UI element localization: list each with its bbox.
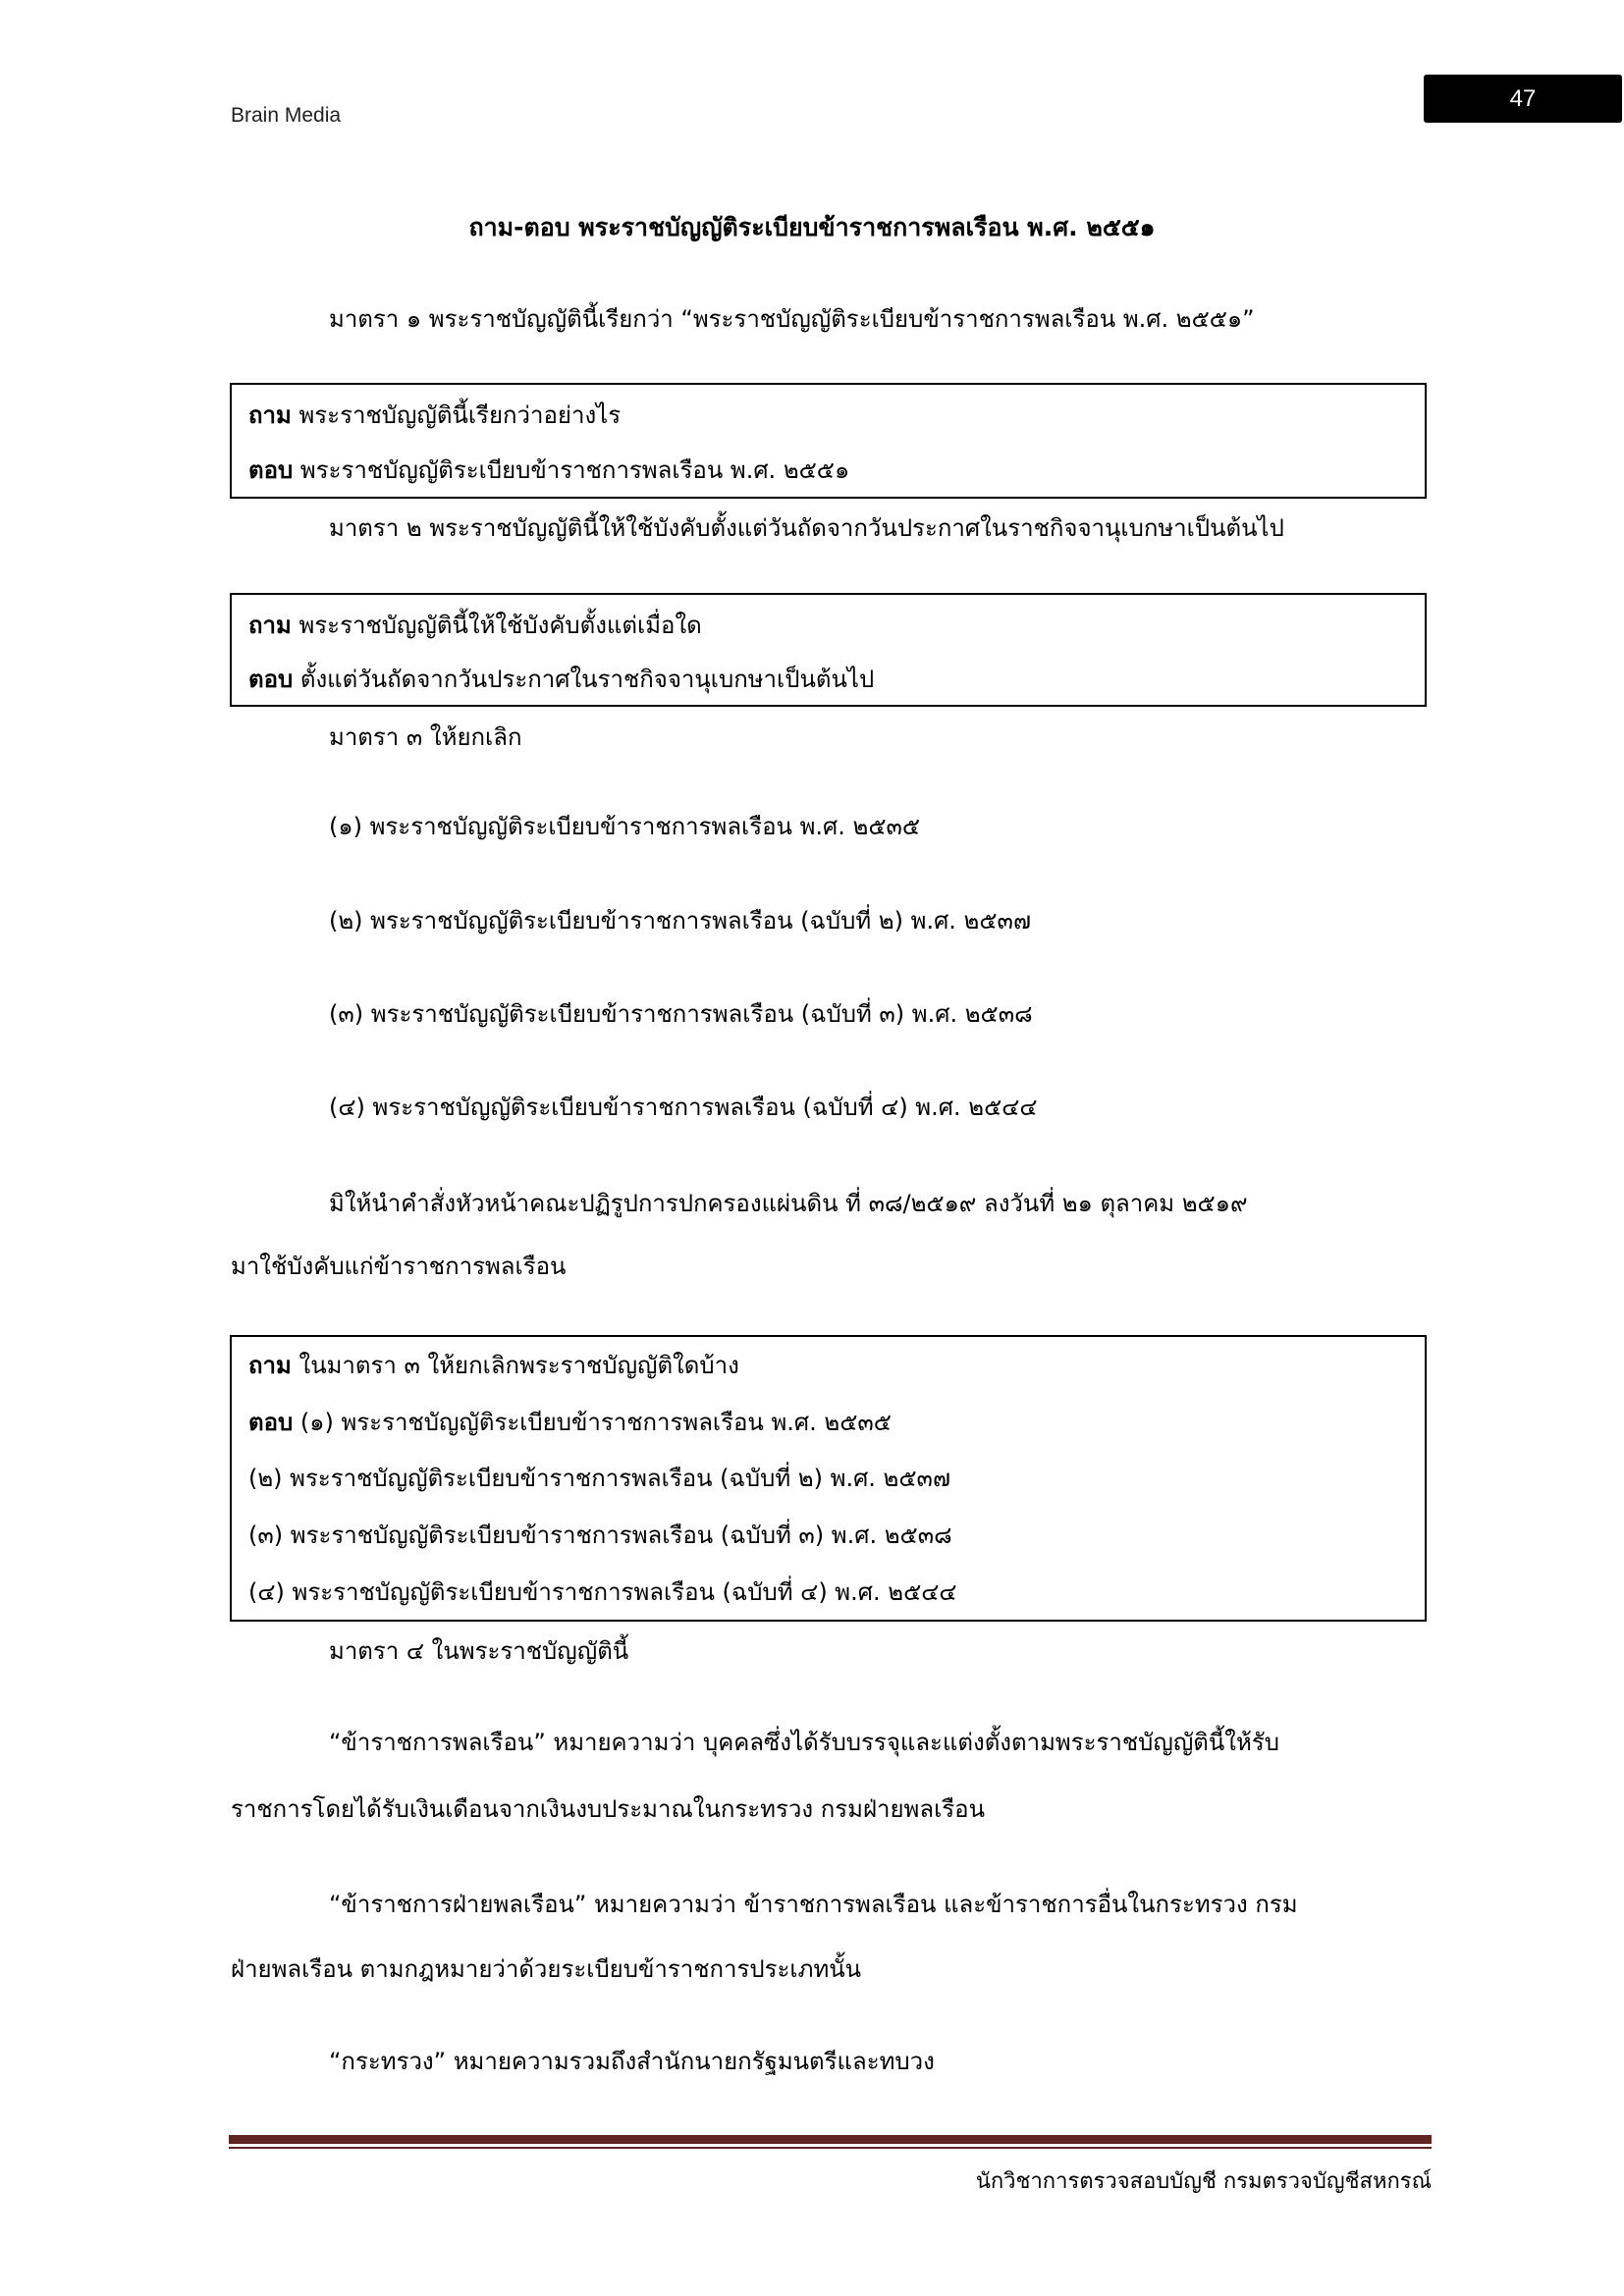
section-3: มาตรา ๓ ให้ยกเลิก — [329, 723, 522, 751]
answer-text: (๑) พระราชบัญญัติระเบียบข้าราชการพลเรือน พ.ศ. ๒๕๓๕ — [299, 1409, 892, 1436]
qa-answer — [248, 455, 849, 485]
footer-rule-thick — [229, 2135, 1432, 2144]
definition-civil-servant-cont: ราชการโดยได้รับเงินเดือนจากเงินงบประมาณในกระทรวง กรมฝ่ายพลเรือน — [231, 1795, 985, 1823]
definition-civil-side-servant-cont: ฝ่ายพลเรือน ตามกฎหมายว่าด้วยระเบียบข้าราชการประเภทนั้น — [231, 1955, 862, 1983]
qa-answer — [248, 1408, 892, 1437]
page-title: ถาม-ตอบ พระราชบัญญัติระเบียบข้าราชการพลเรือน พ.ศ. ๒๕๕๑ — [468, 213, 1156, 241]
qa-box-3 — [230, 1335, 1427, 1622]
qa-question — [248, 1351, 739, 1380]
answer-label: ตอบ — [248, 666, 294, 693]
answer-text: พระราชบัญญัติระเบียบข้าราชการพลเรือน พ.ศ. ๒๕๕๑ — [299, 456, 850, 484]
section-3-note: มิให้นำคำสั่งหัวหน้าคณะปฏิรูปการปกครองแผ่นดิน ที่ ๓๘/๒๕๑๙ ลงวันที่ ๒๑ ตุลาคม ๒๕๑๙ — [329, 1190, 1248, 1217]
question-text: ในมาตรา ๓ ให้ยกเลิกพระราชบัญญัติใดบ้าง — [298, 1352, 739, 1379]
page-number-badge — [1424, 75, 1622, 123]
repeal-item: (๓) พระราชบัญญัติระเบียบข้าราชการพลเรือน (ฉบับที่ ๓) พ.ศ. ๒๕๓๘ — [329, 1000, 1033, 1028]
qa-answer — [248, 665, 874, 694]
section-4: มาตรา ๔ ในพระราชบัญญัตินี้ — [329, 1637, 629, 1665]
answer-item: (๓) พระราชบัญญัติระเบียบข้าราชการพลเรือน (ฉบับที่ ๓) พ.ศ. ๒๕๓๘ — [248, 1522, 952, 1549]
qa-question — [248, 400, 621, 430]
section-3-note-cont: มาใช้บังคับแก่ข้าราชการพลเรือน — [231, 1253, 567, 1280]
footer-rule-thin — [229, 2147, 1432, 2149]
repeal-item: (๔) พระราชบัญญัติระเบียบข้าราชการพลเรือน (ฉบับที่ ๔) พ.ศ. ๒๕๔๔ — [329, 1094, 1038, 1121]
question-text: พระราชบัญญัตินี้ให้ใช้บังคับตั้งแต่เมื่อใด — [298, 612, 702, 639]
definition-ministry: “กระทรวง” หมายความรวมถึงสำนักนายกรัฐมนตรีและทบวง — [329, 2048, 935, 2075]
footer-text: นักวิชาการตรวจสอบบัญชี กรมตรวจบัญชีสหกรณ์ — [975, 2169, 1432, 2194]
answer-item: (๒) พระราชบัญญัติระเบียบข้าราชการพลเรือน (ฉบับที่ ๒) พ.ศ. ๒๕๓๗ — [248, 1465, 950, 1492]
page-number: 47 — [1509, 84, 1537, 112]
question-label: ถาม — [248, 1352, 292, 1379]
repeal-item: (๑) พระราชบัญญัติระเบียบข้าราชการพลเรือน พ.ศ. ๒๕๓๕ — [329, 813, 921, 840]
answer-text: ตั้งแต่วันถัดจากวันประกาศในราชกิจจานุเบกษาเป็นต้นไป — [299, 666, 875, 693]
repeal-item: (๒) พระราชบัญญัติระเบียบข้าราชการพลเรือน (ฉบับที่ ๒) พ.ศ. ๒๕๓๗ — [329, 907, 1031, 934]
question-label: ถาม — [248, 401, 292, 429]
answer-label: ตอบ — [248, 1409, 294, 1436]
answer-label: ตอบ — [248, 456, 294, 484]
answer-item: (๔) พระราชบัญญัติระเบียบข้าราชการพลเรือน (ฉบับที่ ๔) พ.ศ. ๒๕๔๔ — [248, 1578, 957, 1606]
header-brand: Brain Media — [231, 104, 342, 127]
qa-box-1 — [230, 383, 1427, 499]
section-2: มาตรา ๒ พระราชบัญญัตินี้ให้ใช้บังคับตั้งแต่วันถัดจากวันประกาศในราชกิจจานุเบกษาเป็นต้นไป — [329, 514, 1284, 542]
question-text: พระราชบัญญัตินี้เรียกว่าอย่างไร — [298, 401, 622, 429]
section-1: มาตรา ๑ พระราชบัญญัตินี้เรียกว่า “พระราชบัญญัติระเบียบข้าราชการพลเรือน พ.ศ. ๒๕๕๑” — [329, 305, 1255, 333]
question-label: ถาม — [248, 612, 292, 639]
definition-civil-servant: “ข้าราชการพลเรือน” หมายความว่า บุคคลซึ่งได้รับบรรจุและแต่งตั้งตามพระราชบัญญัตินี้ให้รับ — [329, 1729, 1279, 1756]
definition-civil-side-servant: “ข้าราชการฝ่ายพลเรือน” หมายความว่า ข้าราชการพลเรือน และข้าราชการอื่นในกระทรวง กรม — [329, 1891, 1298, 1918]
qa-box-2 — [230, 593, 1427, 707]
qa-question — [248, 611, 702, 640]
